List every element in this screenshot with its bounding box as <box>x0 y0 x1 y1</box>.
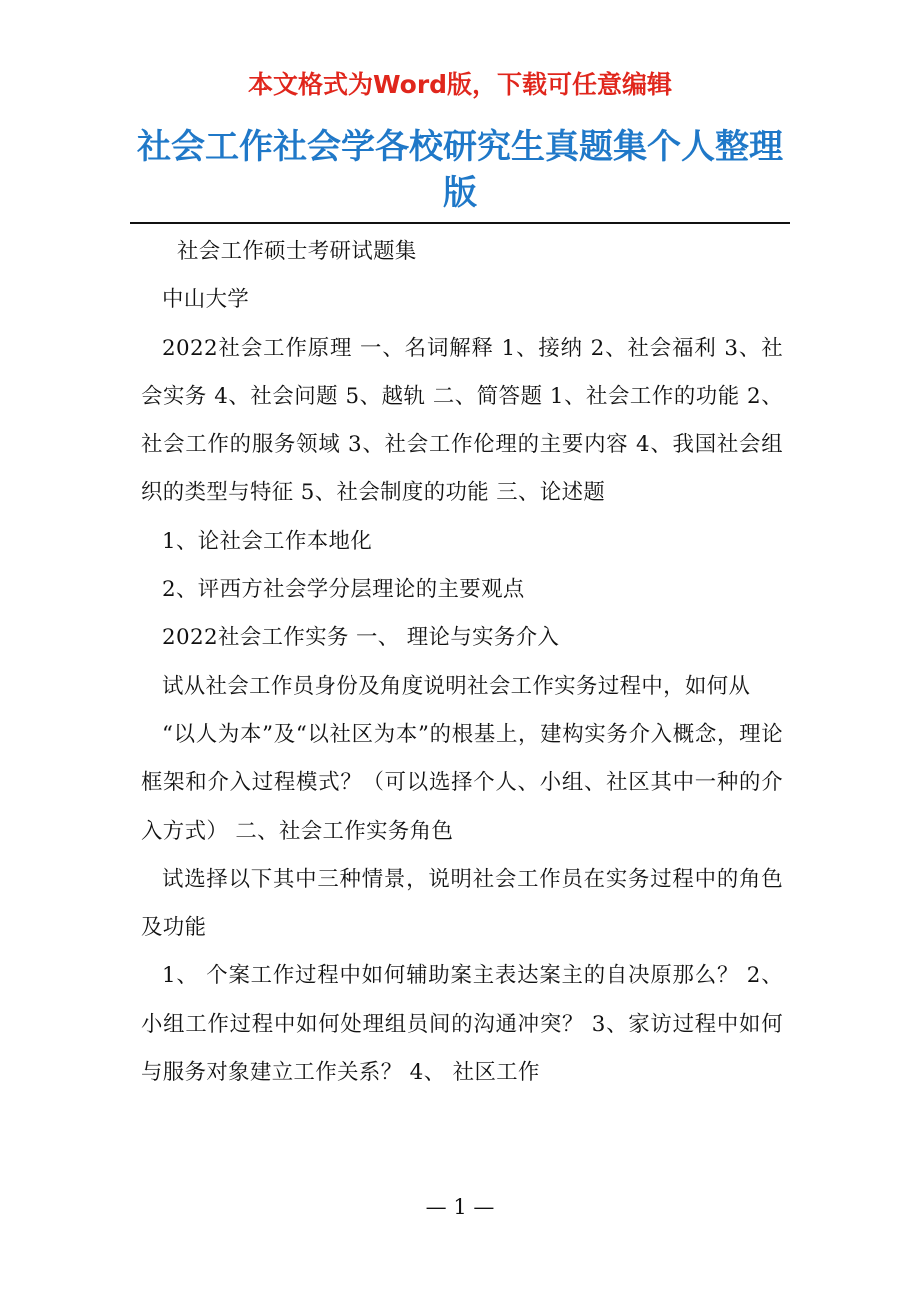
page-number: — 1 — <box>425 1195 495 1219</box>
paragraph-heading: 社会工作硕士考研试题集 <box>177 239 417 264</box>
paragraph-essay-1: 1、论社会工作本地化 <box>162 528 373 554</box>
paragraph-principles: 2022社会工作原理 一、名词解释 1、接纳 2、社会福利 3、社会实务 4、社会问题 5、越轨 二、简答题 1、社会工作的功能 2、社会工作的服务领域 3、社会工作伦理的主要内容 4、我国社会组织的类型与特征 5、社会制度的功能 三、论述题 <box>141 335 783 506</box>
title-divider <box>130 222 790 224</box>
paragraph-roles-list: 1、 个案工作过程中如何辅助案主表达案主的自决原那么？ 2、 小组工作过程中如何处理组员间的沟通冲突？ 3、家访过程中如何与服务对象建立工作关系？ 4、 社区工作 <box>141 963 783 1086</box>
paragraph-roles-intro: 试选择以下其中三种情景，说明社会工作员在实务过程中的角色及功能 <box>141 866 783 941</box>
paragraph-university: 中山大学 <box>162 287 250 313</box>
paragraph-practice: 2022社会工作实务 一、 理论与实务介入 <box>162 625 560 651</box>
format-notice: 本文格式为Word版，下载可任意编辑 <box>247 70 673 99</box>
document-body <box>141 228 783 1097</box>
paragraph-question-body: “以人为本”及“以社区为本”的根基上，建构实务介入概念，理论框架和介入过程模式？（可以选择个人、小组、社区其中一种的介入方式） 二、社会工作实务角色 <box>141 721 783 844</box>
document-title: 社会工作社会学各校研究生真题集个人整理版 <box>137 127 783 213</box>
paragraph-essay-2: 2、评西方社会学分层理论的主要观点 <box>162 577 525 603</box>
paragraph-question-intro: 试从社会工作员身份及角度说明社会工作实务过程中，如何从 <box>162 673 751 699</box>
